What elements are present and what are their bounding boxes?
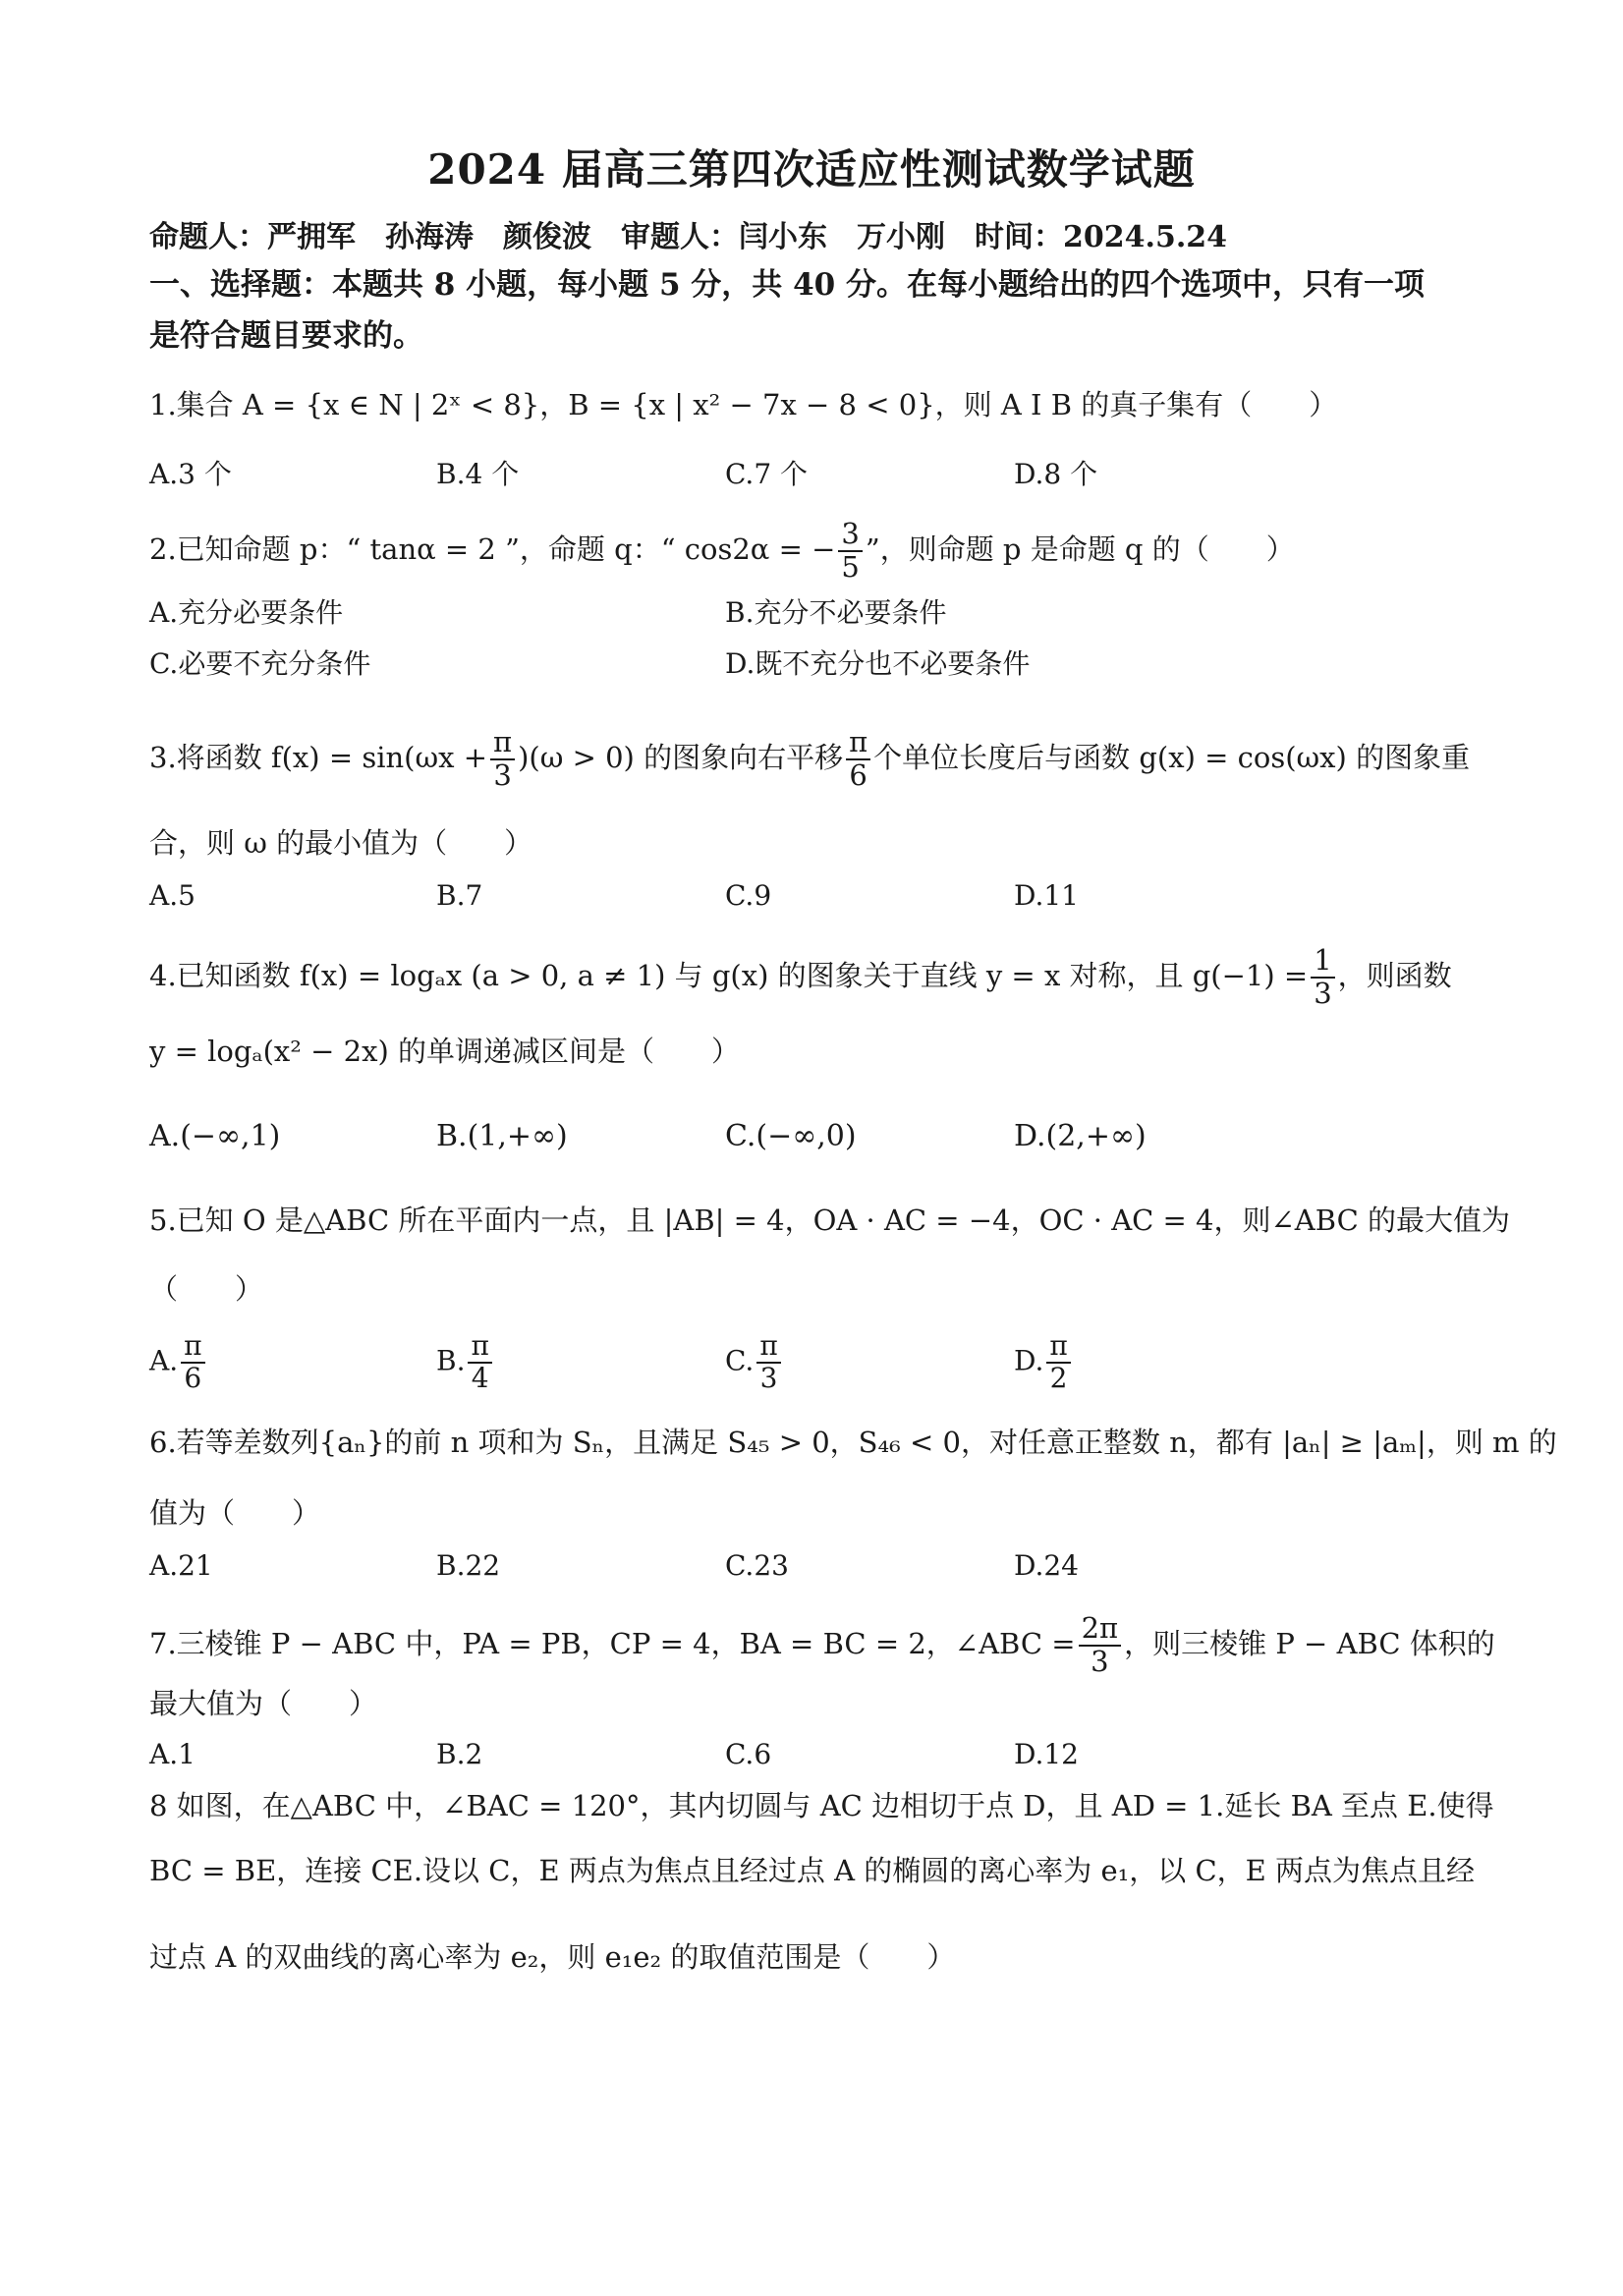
question-7-option-b: B.2 (436, 1738, 483, 1770)
question-5-option-b-fraction (468, 1331, 491, 1394)
question-3-stem-line2: 合，则 ω 的最小值为（ ） (149, 826, 533, 860)
question-7-stem (149, 1613, 1495, 1678)
question-5-option-b-numerator: π (468, 1331, 491, 1364)
question-3-option-d: D.11 (1014, 879, 1079, 912)
question-7-option-c: C.6 (725, 1738, 772, 1770)
question-4-fraction-denominator: 3 (1314, 976, 1332, 1010)
question-3-option-b: B.7 (436, 879, 483, 912)
question-5-option-d-fraction (1046, 1331, 1070, 1394)
question-2-option-c: C.必要不充分条件 (149, 647, 371, 680)
question-3-fraction-2-numerator: π (846, 727, 870, 760)
question-5-option-d-numerator: π (1046, 1331, 1070, 1364)
question-5-option-a-label: A. (149, 1344, 179, 1377)
question-2-stem-part-a: 2.已知命题 p：“ tanα = 2 ”，命题 q：“ cos2α = − (149, 532, 836, 566)
question-5-option-a-numerator: π (181, 1331, 204, 1364)
question-5-option-c-numerator: π (756, 1331, 780, 1364)
question-4-fraction (1311, 945, 1334, 1010)
question-3-stem (149, 727, 1470, 792)
question-4-option-d: D.(2,+∞) (1014, 1119, 1147, 1153)
question-7-fraction-denominator: 3 (1091, 1644, 1109, 1678)
exam-meta: 命题人：严拥军 孙海涛 颜俊波 审题人：闫小东 万小刚 时间：2024.5.24 (149, 220, 1228, 254)
question-6-option-d: D.24 (1014, 1549, 1079, 1582)
question-5-option-c-label: C. (725, 1344, 755, 1377)
question-4-option-c: C.(−∞,0) (725, 1119, 857, 1153)
question-7-option-a: A.1 (149, 1738, 196, 1770)
question-3-fraction-1-denominator: 3 (493, 757, 512, 792)
question-6-stem: 6.若等差数列{aₙ}的前 n 项和为 Sₙ，且满足 S₄₅ > 0，S₄₆ < 0，对任意正整数 n，都有 |aₙ| ≥ |aₘ|，则 m 的 (149, 1426, 1557, 1459)
question-7-fraction-numerator: 2π (1079, 1613, 1122, 1647)
question-3-stem-part-a: 3.将函数 f(x) = sin(ωx + (149, 740, 488, 774)
question-4-fraction-numerator: 1 (1311, 945, 1334, 979)
section-heading-line2: 是符合题目要求的。 (149, 318, 423, 354)
question-5-option-a-fraction (181, 1331, 204, 1394)
question-5-option-d-denominator: 2 (1049, 1361, 1068, 1394)
question-8-stem-line1: 8 如图，在△ABC 中，∠BAC = 120°，其内切圆与 AC 边相切于点 D，且 AD = 1.延长 BA 至点 E.使得 (149, 1789, 1494, 1822)
question-6-option-b: B.22 (436, 1549, 501, 1582)
question-2-fraction-denominator: 5 (841, 549, 860, 584)
question-1-option-b: B.4 个 (436, 458, 520, 490)
question-4-stem-part-a: 4.已知函数 f(x) = logₐx (a > 0, a ≠ 1) 与 g(x) 的图象关于直线 y = x 对称，且 g(−1) = (149, 958, 1309, 992)
question-3-fraction-2-denominator: 6 (849, 757, 867, 792)
question-5-option-c-denominator: 3 (759, 1361, 778, 1394)
question-4-stem (149, 945, 1452, 1010)
question-5-stem: 5.已知 O 是△ABC 所在平面内一点，且 |AB| = 4，OA · AC = −4，OC · AC = 4，则∠ABC 的最大值为 (149, 1204, 1511, 1237)
question-7-fraction (1079, 1613, 1122, 1678)
question-4-option-b: B.(1,+∞) (436, 1119, 568, 1153)
question-5-option-c (725, 1331, 784, 1394)
question-1-option-d: D.8 个 (1014, 458, 1098, 490)
question-8-stem-line3: 过点 A 的双曲线的离心率为 e₂，则 e₁e₂ 的取值范围是（ ） (149, 1940, 956, 1974)
question-7-stem-part-a: 7.三棱锥 P − ABC 中，PA = PB，CP = 4，BA = BC = 2，∠ABC = (149, 1626, 1076, 1660)
question-2-stem (149, 519, 1295, 584)
question-3-option-a: A.5 (149, 879, 196, 912)
question-5-option-d (1014, 1331, 1074, 1394)
question-1-option-a: A.3 个 (149, 458, 232, 490)
question-5-stem-line2: （ ） (149, 1272, 264, 1306)
question-7-option-d: D.12 (1014, 1738, 1079, 1770)
question-4-stem-line2: y = logₐ(x² − 2x) 的单调递减区间是（ ） (149, 1035, 740, 1068)
section-heading-line1: 一、选择题：本题共 8 小题，每小题 5 分，共 40 分。在每小题给出的四个选项中，只有一项 (149, 267, 1426, 303)
question-2-fraction-numerator: 3 (838, 519, 862, 552)
question-2-stem-part-b: ”，则命题 p 是命题 q 的（ ） (865, 532, 1295, 566)
question-3-fraction-2 (846, 727, 870, 792)
question-3-fraction-1-numerator: π (490, 727, 515, 760)
question-2-option-b: B.充分不必要条件 (725, 596, 947, 629)
question-1-option-c: C.7 个 (725, 458, 809, 490)
question-3-fraction-1 (490, 727, 515, 792)
question-2-option-a: A.充分必要条件 (149, 596, 344, 629)
question-6-option-c: C.23 (725, 1549, 789, 1582)
question-6-stem-line2: 值为（ ） (149, 1496, 321, 1530)
question-5-option-a-denominator: 6 (184, 1361, 202, 1394)
question-4-stem-part-b: ，则函数 (1337, 958, 1452, 992)
question-3-stem-part-b: )(ω > 0) 的图象向右平移 (518, 740, 844, 774)
question-1-stem: 1.集合 A = {x ∈ N | 2ˣ < 8}，B = {x | x² − 7x − 8 < 0}，则 A I B 的真子集有（ ） (149, 388, 1338, 421)
question-5-option-c-fraction (756, 1331, 780, 1394)
question-3-option-c: C.9 (725, 879, 772, 912)
question-2-fraction (838, 519, 862, 584)
question-5-option-d-label: D. (1014, 1344, 1044, 1377)
question-5-option-b-denominator: 4 (471, 1361, 489, 1394)
question-5-option-b (436, 1331, 495, 1394)
question-4-option-a: A.(−∞,1) (149, 1119, 281, 1153)
question-7-stem-part-b: ，则三棱锥 P − ABC 体积的 (1124, 1626, 1495, 1660)
question-3-stem-part-c: 个单位长度后与函数 g(x) = cos(ωx) 的图象重 (873, 740, 1471, 774)
question-2-option-d: D.既不充分也不必要条件 (725, 647, 1031, 680)
question-7-stem-line2: 最大值为（ ） (149, 1687, 378, 1720)
question-8-stem-line2: BC = BE，连接 CE.设以 C，E 两点为焦点且经过点 A 的椭圆的离心率为 e₁，以 C，E 两点为焦点且经 (149, 1854, 1476, 1887)
question-6-option-a: A.21 (149, 1549, 213, 1582)
question-5-option-a (149, 1331, 208, 1394)
question-5-option-b-label: B. (436, 1344, 466, 1377)
exam-title: 2024 届高三第四次适应性测试数学试题 (427, 145, 1196, 194)
